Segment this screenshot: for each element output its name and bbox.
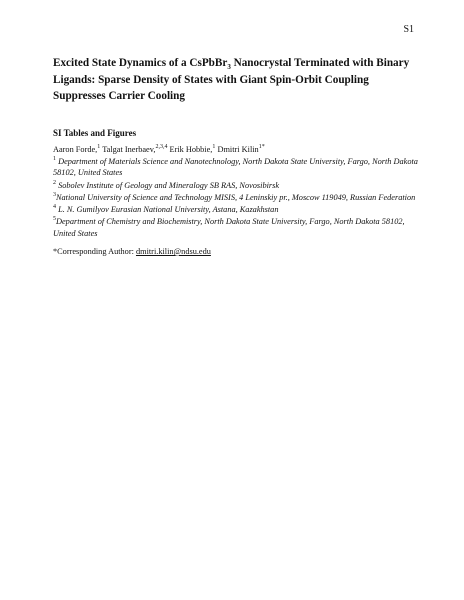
section-heading: SI Tables and Figures bbox=[53, 128, 137, 138]
author-list bbox=[53, 145, 423, 154]
affiliation-marker: 1 bbox=[53, 156, 56, 163]
affiliation-text: Department of Materials Science and Nanotechnology, North Dakota State University, Fargo, North Dakota 58102, United States bbox=[53, 157, 418, 178]
title-text: Excited State Dynamics of a CsPbBr bbox=[53, 57, 228, 69]
affiliation-item bbox=[53, 156, 423, 179]
affiliation-text: Department of Chemistry and Biochemistry, North Dakota State University, Fargo, North Dakota 58102, United States bbox=[53, 217, 405, 238]
author-name: Talgat Inerbaev, bbox=[102, 145, 156, 154]
affiliation-list bbox=[53, 156, 423, 240]
affiliation-item bbox=[53, 204, 423, 215]
affiliation-text: L. N. Gumilyov Eurasian National University, Astana, Kazakhstan bbox=[56, 205, 279, 215]
affiliation-item bbox=[53, 180, 423, 191]
affiliation-marker: 4 bbox=[53, 204, 56, 211]
title-text-continued: Nanocrystal Terminated with Binary Ligands: Sparse Density of States with Giant Spin-Orbit Coupling Suppresses Carrier Cooling bbox=[53, 57, 410, 103]
affiliation-marker: 2 bbox=[53, 179, 56, 186]
affiliation-text: National University of Science and Technology MISIS, 4 Leninskiy pr., Moscow 119049, Russian Federation bbox=[56, 192, 416, 202]
paper-title bbox=[53, 55, 423, 105]
affiliation-item bbox=[53, 216, 423, 239]
author-affiliation-marker: 1 bbox=[97, 144, 101, 151]
author-name: Aaron Forde, bbox=[53, 145, 98, 154]
corresponding-author-email-link[interactable]: dmitri.kilin@ndsu.edu bbox=[135, 247, 211, 256]
page-number: S1 bbox=[403, 24, 414, 35]
author-affiliation-marker: 1* bbox=[258, 144, 265, 151]
author-name: Erik Hobbie, bbox=[169, 145, 213, 154]
affiliation-item bbox=[53, 192, 423, 203]
affiliation-marker: 5 bbox=[53, 216, 56, 223]
author-name: Dmitri Kilin bbox=[217, 145, 259, 154]
author-affiliation-marker: 2,3,4 bbox=[155, 144, 168, 151]
author-affiliation-marker: 1 bbox=[212, 144, 216, 151]
affiliation-marker: 3 bbox=[53, 192, 56, 199]
corresponding-author-label: *Corresponding Author: bbox=[53, 247, 136, 256]
title-formula-subscript: 3 bbox=[227, 63, 231, 72]
corresponding-author bbox=[53, 247, 423, 256]
affiliation-text: Sobolev Institute of Geology and Mineralogy SB RAS, Novosibirsk bbox=[56, 180, 280, 190]
